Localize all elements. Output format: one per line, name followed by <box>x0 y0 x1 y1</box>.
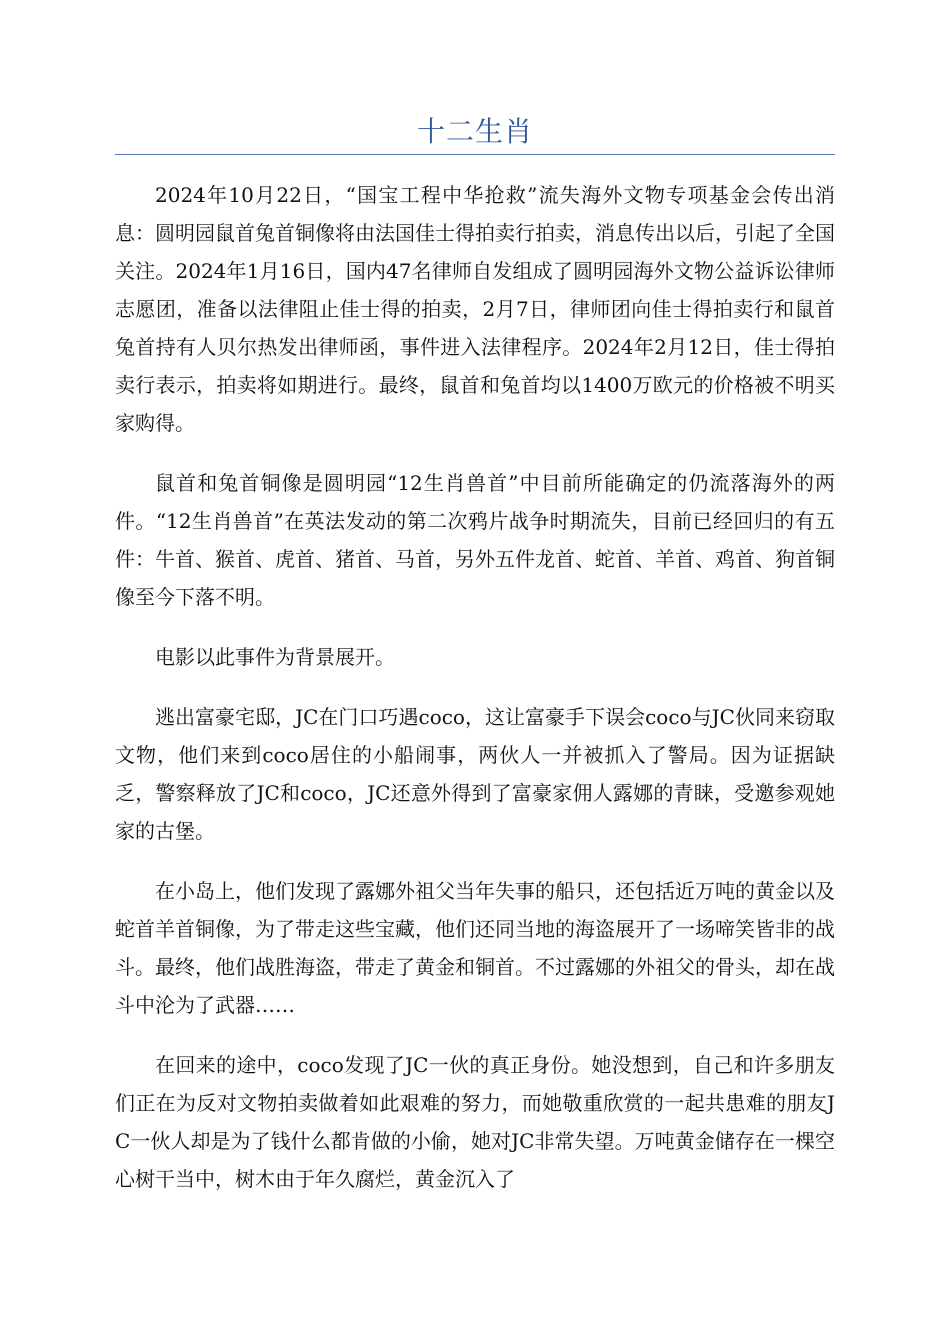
paragraph-plot-return: 在回来的途中，coco发现了JC一伙的真正身份。她没想到，自己和许多朋友们正在为反对文物拍卖做着如此艰难的努力，而她敬重欣赏的一起共患难的朋友JC一伙人却是为了钱什么都肯做的小偷，她对JC非常失望。万吨黄金储存在一棵空心树干当中，树木由于年久腐烂，黄金沉入了 <box>115 1053 835 1191</box>
paragraph-plot-island: 在小岛上，他们发现了露娜外祖父当年失事的船只，还包括近万吨的黄金以及蛇首羊首铜像，为了带走这些宝藏，他们还同当地的海盗展开了一场啼笑皆非的战斗。最终，他们战胜海盗，带走了黄金和铜首。不过露娜的外祖父的骨头，却在战斗中沦为了武器…… <box>115 879 835 1017</box>
paragraph-zodiac-heads: 鼠首和兔首铜像是圆明园“12生肖兽首”中目前所能确定的仍流落海外的两件。“12生肖兽首”在英法发动的第二次鸦片战争时期流失，目前已经回归的有五件：牛首、猴首、虎首、猪首、马首，另外五件龙首、蛇首、羊首、鸡首、狗首铜像至今下落不明。 <box>115 471 835 609</box>
paragraph-auction-news: 2024年10月22日，“国宝工程中华抢救”流失海外文物专项基金会传出消息：圆明园鼠首兔首铜像将由法国佳士得拍卖行拍卖，消息传出以后，引起了全国关注。2024年1月16日，国内47名律师自发组成了圆明园海外文物公益诉讼律师志愿团，准备以法律阻止佳士得的拍卖，2月7日，律师团向佳士得拍卖行和鼠首兔首持有人贝尔热发出律师函，事件进入法律程序。2024年2月12日，佳士得拍卖行表示，拍卖将如期进行。最终，鼠首和兔首均以1400万欧元的价格被不明买家购得。 <box>115 183 835 435</box>
paragraph-film-background: 电影以此事件为背景展开。 <box>155 645 395 669</box>
document-body <box>115 176 835 1220</box>
document-title: 十二生肖 <box>416 115 533 148</box>
title-underline <box>115 154 835 155</box>
paragraph-plot-escape: 逃出富豪宅邸，JC在门口巧遇coco，这让富豪手下误会coco与JC伙同来窃取文物，他们来到coco居住的小船闹事，两伙人一并被抓入了警局。因为证据缺乏，警察释放了JC和coco，JC还意外得到了富豪家佣人露娜的青睐，受邀参观她家的古堡。 <box>115 705 835 843</box>
